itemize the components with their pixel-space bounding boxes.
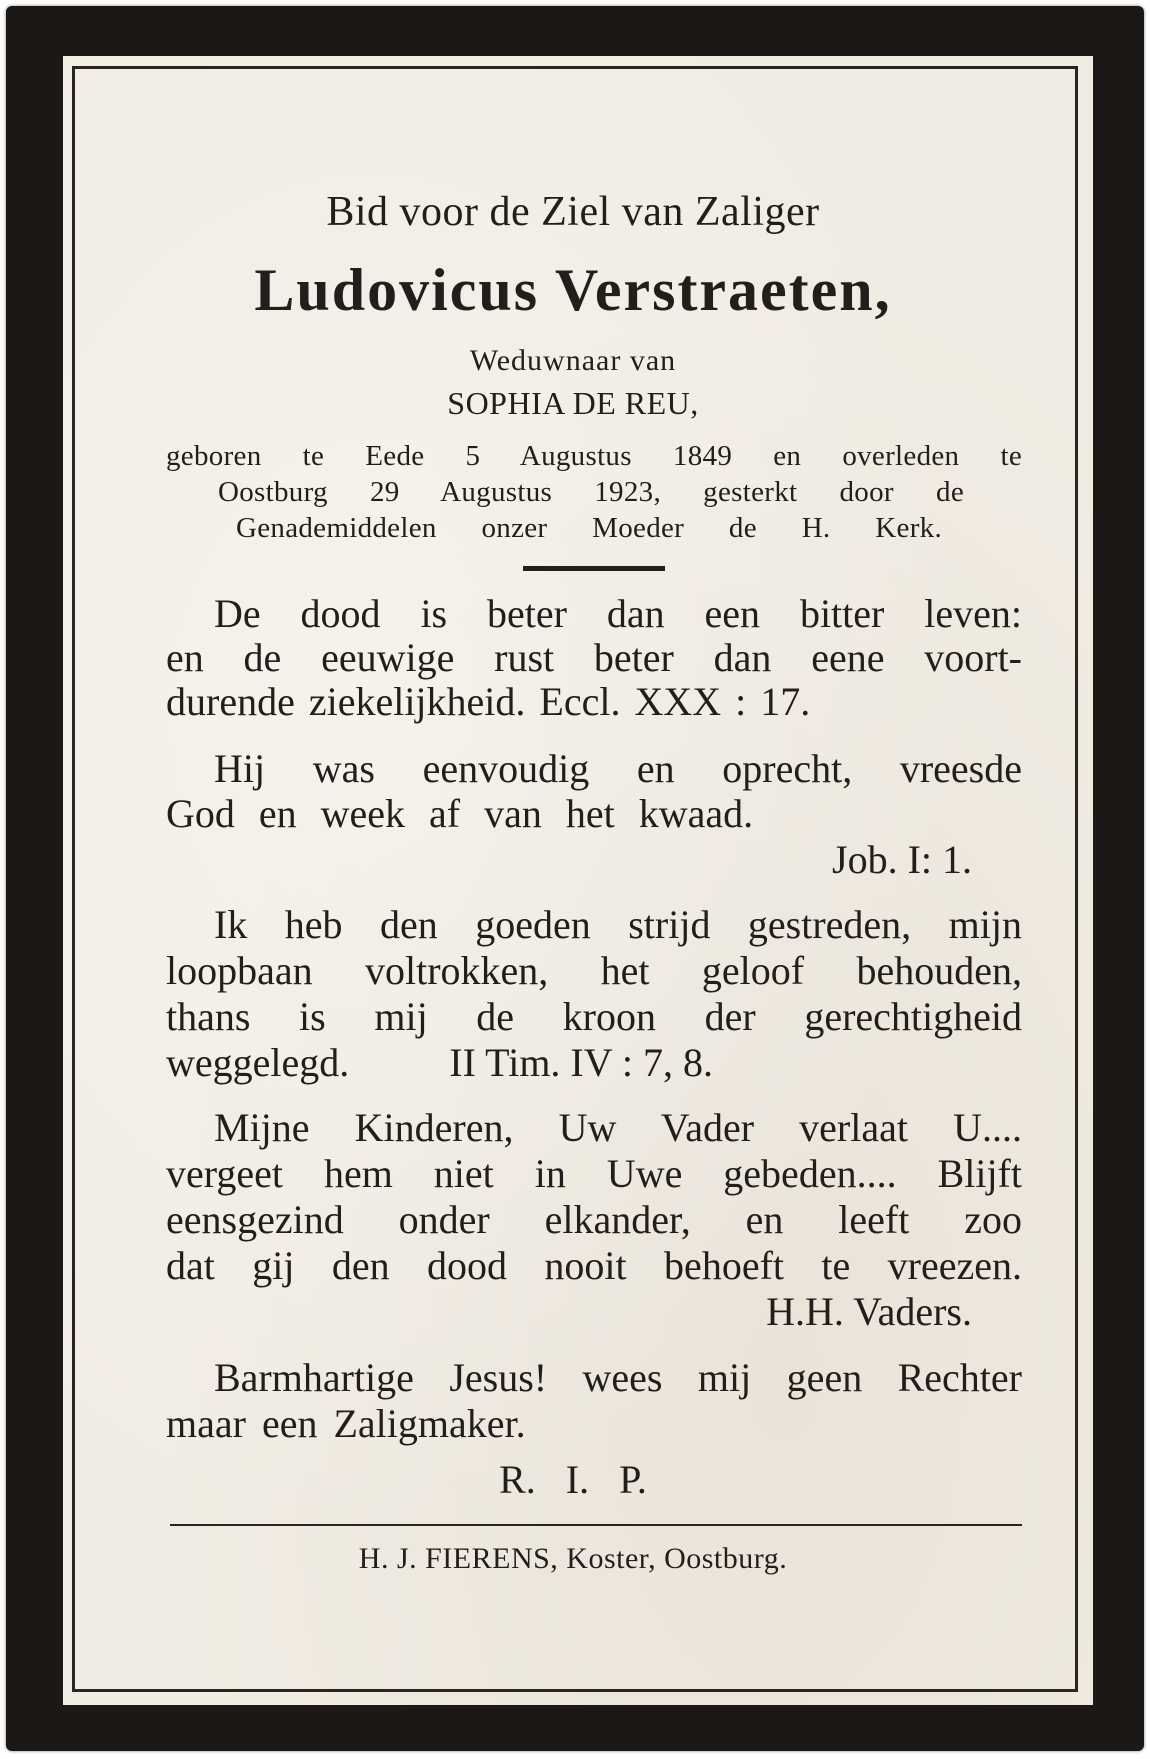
verse-3-line-3: thans is mij de kroon der gerechtigheid <box>166 994 1022 1039</box>
verse-4-source: H.H. Vaders. <box>766 1289 972 1334</box>
printer-credit: H. J. FIERENS, Koster, Oostburg. <box>358 1542 788 1575</box>
verse-5-line-1: Barmhartige Jesus! wees mij geen Rechter <box>214 1355 1022 1400</box>
verse-4-line-3: eensgezind onder elkander, en leeft zoo <box>166 1197 1022 1242</box>
verse-1-line-1: De dood is beter dan een bitter leven: <box>214 591 1022 636</box>
biography-line-3: Genademiddelen onzer Moeder de H. Kerk. <box>236 512 942 544</box>
verse-3-line-1: Ik heb den goeden strijd gestreden, mijn <box>214 902 1022 947</box>
verse-4-line-1: Mijne Kinderen, Uw Vader verlaat U.... <box>214 1105 1022 1150</box>
verse-1-line-3: durende ziekelijkheid. Eccl. XXX : 17. <box>166 679 811 724</box>
invocation-line: Bid voor de Ziel van Zaliger <box>326 189 820 235</box>
printer-rule <box>170 1524 1022 1526</box>
spouse-name: SOPHIA DE REU, <box>447 385 699 421</box>
verse-2-line-1: Hij was eenvoudig en oprecht, vreesde <box>214 746 1022 791</box>
biography-line-1: geboren te Eede 5 Augustus 1849 en overleden te <box>166 440 1022 472</box>
verse-2-source: Job. I: 1. <box>832 837 972 882</box>
verse-2-line-2: God en week af van het kwaad. <box>166 791 754 836</box>
verse-4-line-4: dat gij den dood nooit behoeft te vreezen. <box>166 1243 1022 1288</box>
verse-3-line-4: weggelegd. II Tim. IV : 7, 8. <box>166 1040 714 1085</box>
verse-5-line-2: maar een Zaligmaker. <box>166 1401 526 1446</box>
section-divider <box>523 566 665 571</box>
verse-3-line-2: loopbaan voltrokken, het geloof behouden, <box>166 948 1022 993</box>
deceased-name: Ludovicus Verstraeten, <box>254 257 892 323</box>
verse-4-line-2: vergeet hem niet in Uwe gebeden.... Blijft <box>166 1151 1022 1196</box>
widower-of-label: Weduwnaar van <box>469 344 677 377</box>
rip-text: R. I. P. <box>499 1457 647 1502</box>
biography-line-2: Oostburg 29 Augustus 1923, gesterkt door de <box>218 476 964 508</box>
verse-1-line-2: en de eeuwige rust beter dan eene voort- <box>166 635 1022 680</box>
